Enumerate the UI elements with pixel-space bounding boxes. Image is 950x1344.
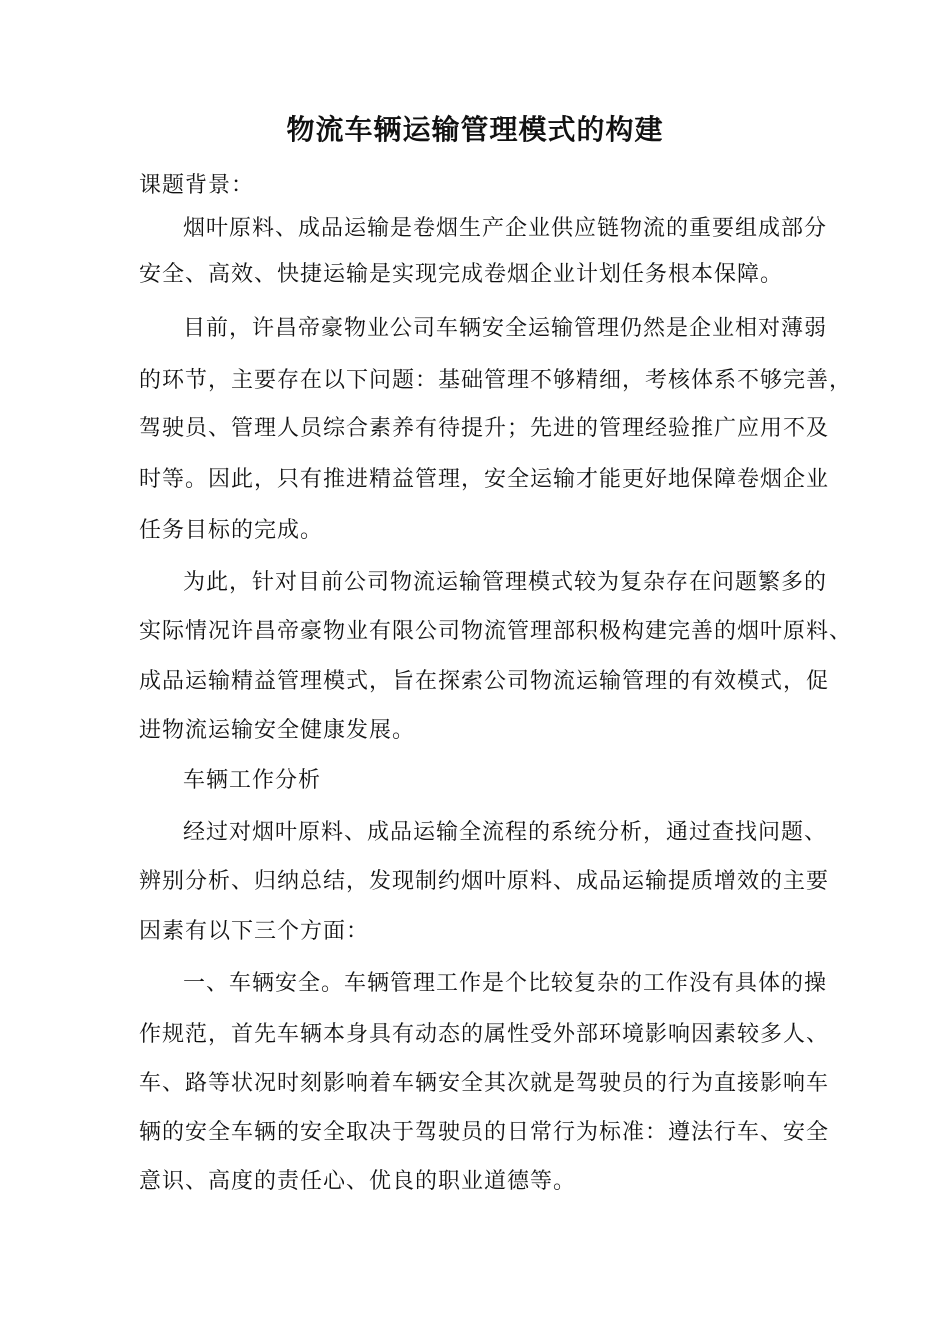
paragraph-line: 为此，针对目前公司物流运输管理模式较为复杂存在问题繁多的 <box>183 570 828 595</box>
paragraph-line: 意识、高度的责任心、优良的职业道德等。 <box>139 1169 577 1194</box>
paragraph-line: 车、路等状况时刻影响着车辆安全其次就是驾驶员的行为直接影响车 <box>139 1071 830 1096</box>
document-title: 物流车辆运输管理模式的构建 <box>286 113 664 146</box>
section-label-background: 课题背景： <box>139 173 255 198</box>
paragraph-line: 实际情况许昌帝豪物业有限公司物流管理部积极构建完善的烟叶原料、 <box>139 619 853 644</box>
paragraph-line: 辆的安全车辆的安全取决于驾驶员的日常行为标准：遵法行车、安全 <box>139 1120 830 1145</box>
paragraph-line: 成品运输精益管理模式，旨在探索公司物流运输管理的有效模式，促 <box>139 669 830 694</box>
paragraph-line: 的环节，主要存在以下问题：基础管理不够精细，考核体系不够完善， <box>139 368 853 393</box>
paragraph-line: 目前，许昌帝豪物业公司车辆安全运输管理仍然是企业相对薄弱 <box>183 316 828 341</box>
paragraph-line: 进物流运输安全健康发展。 <box>139 718 416 743</box>
paragraph-line: 时等。因此，只有推进精益管理，安全运输才能更好地保障卷烟企业 <box>139 467 830 492</box>
paragraph-line: 烟叶原料、成品运输是卷烟生产企业供应链物流的重要组成部分 <box>183 216 828 241</box>
paragraph-line: 因素有以下三个方面： <box>139 919 370 944</box>
paragraph-line: 驾驶员、管理人员综合素养有待提升；先进的管理经验推广应用不及 <box>139 416 830 441</box>
section-heading-vehicle-analysis: 车辆工作分析 <box>183 768 322 793</box>
paragraph-line: 一、车辆安全。车辆管理工作是个比较复杂的工作没有具体的操 <box>183 971 828 996</box>
paragraph-line: 安全、高效、快捷运输是实现完成卷烟企业计划任务根本保障。 <box>139 262 784 287</box>
paragraph-line: 辨别分析、归纳总结，发现制约烟叶原料、成品运输提质增效的主要 <box>139 869 830 894</box>
paragraph-line: 作规范，首先车辆本身具有动态的属性受外部环境影响因素较多人、 <box>139 1022 830 1047</box>
paragraph-line: 任务目标的完成。 <box>139 518 324 543</box>
paragraph-line: 经过对烟叶原料、成品运输全流程的系统分析，通过查找问题、 <box>183 820 828 845</box>
